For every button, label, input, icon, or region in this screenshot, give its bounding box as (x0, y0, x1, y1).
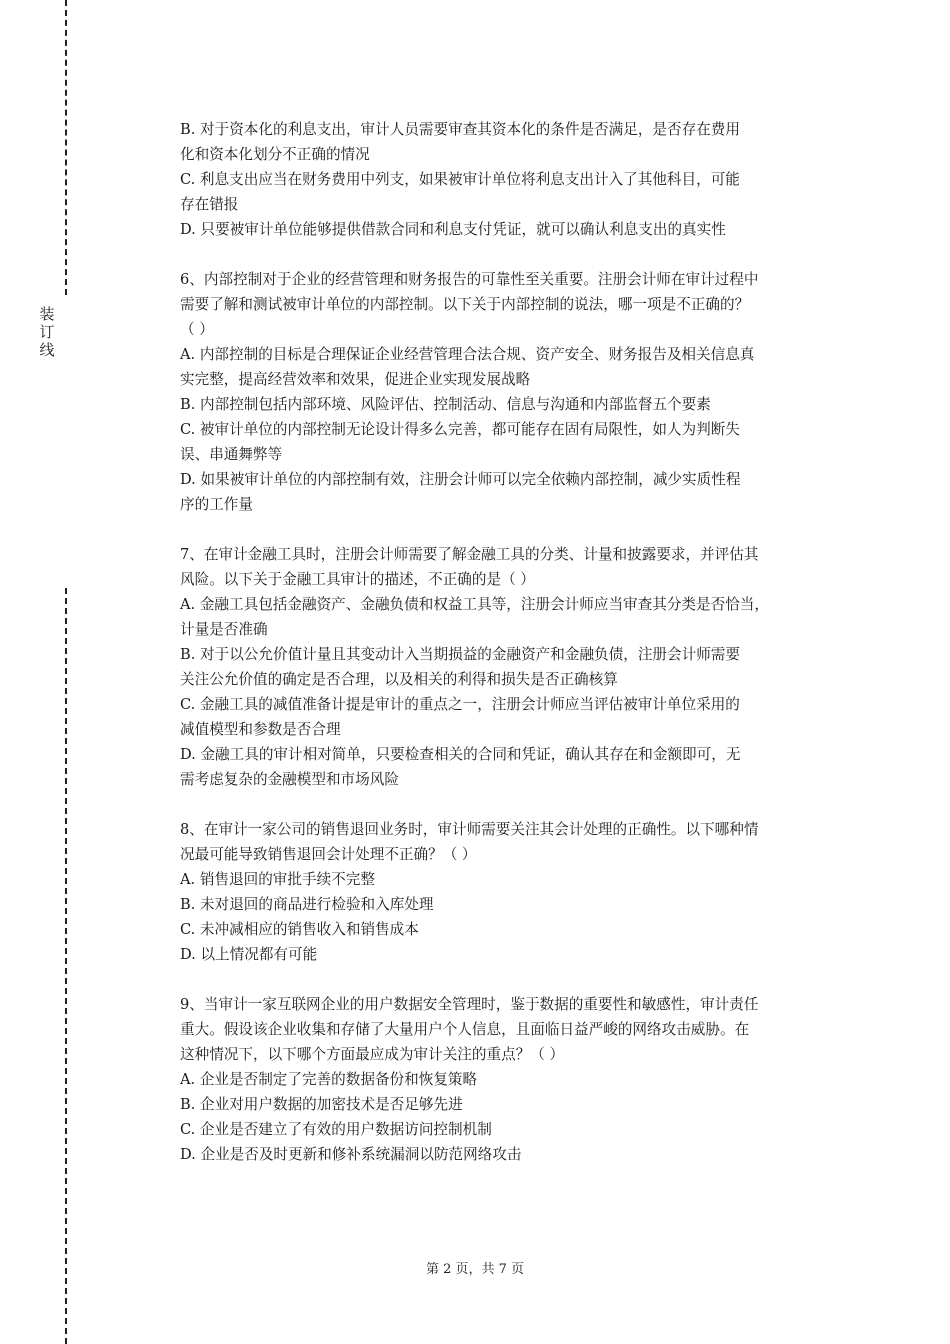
option-b (180, 392, 840, 417)
text-line: （ ） (180, 321, 214, 338)
text-line: 9、当审计一家互联网企业的用户数据安全管理时，鉴于数据的重要性和敏感性，审计责任 (180, 996, 759, 1013)
text-line: 序的工作量 (180, 496, 253, 513)
option-d (180, 942, 840, 967)
text-line: B. 对于以公允价值计量且其变动计入当期损益的金融资产和金融负债，注册会计师需要 (180, 646, 740, 663)
text-line: B. 对于资本化的利息支出，审计人员需要审查其资本化的条件是否满足，是否存在费用 (180, 121, 740, 138)
text-line: A. 内部控制的目标是合理保证企业经营管理合法合规、资产安全、财务报告及相关信息真 (180, 346, 755, 363)
text-line: 风险。以下关于金融工具审计的描述，不正确的是（ ） (180, 571, 535, 588)
option-a (180, 592, 840, 642)
text-line: C. 金融工具的减值准备计提是审计的重点之一，注册会计师应当评估被审计单位采用的 (180, 696, 740, 713)
text-line: A. 金融工具包括金融资产、金融负债和权益工具等，注册会计师应当审查其分类是否恰当， (180, 596, 769, 613)
question-stem (180, 817, 840, 867)
text-line: D. 以上情况都有可能 (180, 946, 318, 963)
text-line: B. 企业对用户数据的加密技术是否足够先进 (180, 1096, 463, 1113)
question-5-continued (180, 117, 840, 242)
text-line: 8、在审计一家公司的销售退回业务时，审计师需要关注其会计处理的正确性。以下哪种情 (180, 821, 759, 838)
page-number-footer: 第 2 页，共 7 页 (425, 1262, 525, 1277)
text-line: A. 企业是否制定了完善的数据备份和恢复策略 (180, 1071, 478, 1088)
question-stem (180, 542, 840, 592)
text-line: 这种情况下，以下哪个方面最应成为审计关注的重点？（ ） (180, 1046, 565, 1063)
option-b (180, 892, 840, 917)
option-d (180, 1142, 840, 1167)
text-line: 况最可能导致销售退回会计处理不正确？（ ） (180, 846, 477, 863)
option-d (180, 467, 840, 517)
text-line: A. 销售退回的审批手续不完整 (180, 871, 375, 888)
text-line: B. 未对退回的商品进行检验和入库处理 (180, 896, 434, 913)
question-stem (180, 992, 840, 1067)
binding-dashed-line-bottom (65, 588, 67, 1344)
binding-char: 装 (39, 305, 55, 323)
binding-char: 订 (39, 323, 55, 341)
option-c (180, 917, 840, 942)
question-7 (180, 542, 840, 792)
text-line: 7、在审计金融工具时，注册会计师需要了解金融工具的分类、计量和披露要求，并评估其 (180, 546, 759, 563)
text-line: 误、串通舞弊等 (180, 446, 283, 463)
option-d (180, 742, 840, 792)
option-b (180, 642, 840, 692)
text-line: 关注公允价值的确定是否合理，以及相关的利得和损失是否正确核算 (180, 671, 618, 688)
page-content (180, 117, 840, 1167)
option-a (180, 342, 840, 392)
text-line: D. 企业是否及时更新和修补系统漏洞以防范网络攻击 (180, 1146, 522, 1163)
question-6 (180, 267, 840, 517)
question-8 (180, 817, 840, 967)
question-stem (180, 267, 840, 342)
option-c (180, 417, 840, 467)
text-line: 计量是否准确 (180, 621, 268, 638)
option-c (180, 167, 840, 217)
option-b (180, 1092, 840, 1117)
text-line: D. 如果被审计单位的内部控制有效，注册会计师可以完全依赖内部控制，减少实质性程 (180, 471, 741, 488)
text-line: 需考虑复杂的金融模型和市场风险 (180, 771, 399, 788)
text-line: 减值模型和参数是否合理 (180, 721, 341, 738)
text-line: 6、内部控制对于企业的经营管理和财务报告的可靠性至关重要。注册会计师在审计过程中 (180, 271, 759, 288)
text-line: B. 内部控制包括内部环境、风险评估、控制活动、信息与沟通和内部监督五个要素 (180, 396, 711, 413)
text-line: 重大。假设该企业收集和存储了大量用户个人信息，且面临日益严峻的网络攻击威胁。在 (180, 1021, 750, 1038)
text-line: 需要了解和测试被审计单位的内部控制。以下关于内部控制的说法，哪一项是不正确的？ (180, 296, 750, 313)
option-d (180, 217, 840, 242)
text-line: D. 金融工具的审计相对简单，只要检查相关的合同和凭证，确认其存在和金额即可，无 (180, 746, 741, 763)
option-c (180, 1117, 840, 1142)
text-line: C. 未冲减相应的销售收入和销售成本 (180, 921, 419, 938)
text-line: C. 被审计单位的内部控制无论设计得多么完善，都可能存在固有局限性，如人为判断失 (180, 421, 740, 438)
binding-line-label (37, 305, 57, 359)
binding-dashed-line-top (65, 0, 67, 295)
text-line: C. 利息支出应当在财务费用中列支，如果被审计单位将利息支出计入了其他科目，可能 (180, 171, 740, 188)
text-line: D. 只要被审计单位能够提供借款合同和利息支付凭证，就可以确认利息支出的真实性 (180, 221, 726, 238)
option-c (180, 692, 840, 742)
option-a (180, 1067, 840, 1092)
text-line: 化和资本化划分不正确的情况 (180, 146, 370, 163)
binding-char: 线 (39, 341, 55, 359)
text-line: 存在错报 (180, 196, 239, 213)
text-line: C. 企业是否建立了有效的用户数据访问控制机制 (180, 1121, 492, 1138)
option-a (180, 867, 840, 892)
option-b (180, 117, 840, 167)
text-line: 实完整，提高经营效率和效果，促进企业实现发展战略 (180, 371, 531, 388)
question-9 (180, 992, 840, 1167)
